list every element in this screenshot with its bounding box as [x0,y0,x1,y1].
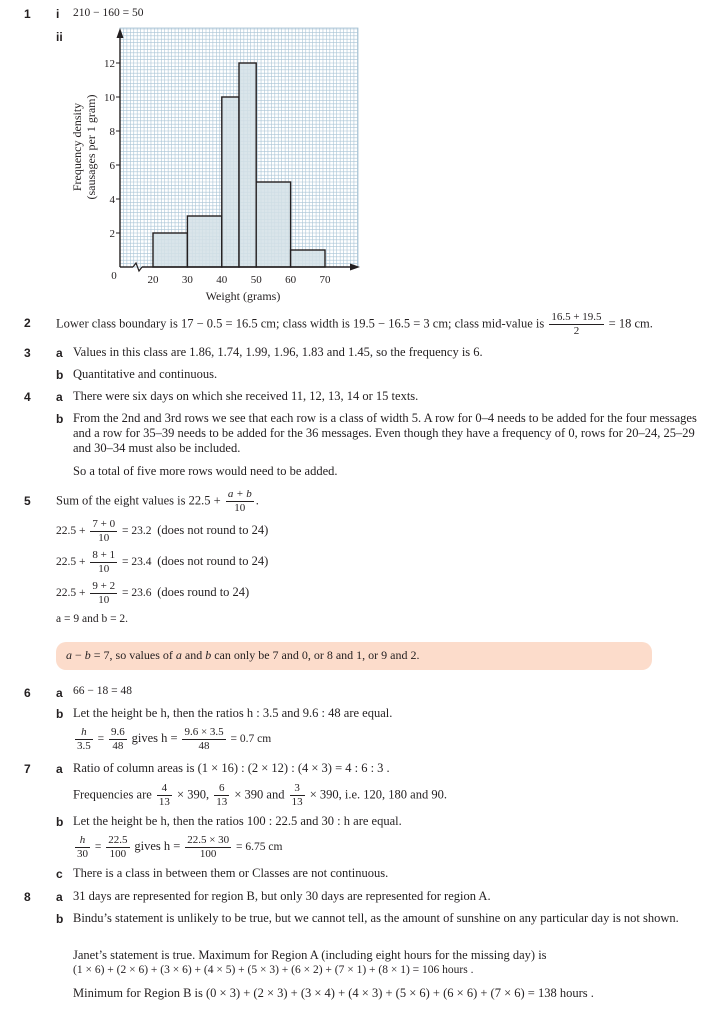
fraction: $\frac{9 + 2}{10}$ [92,580,116,606]
fraction: $\frac{22.5}{100}$ [108,834,128,860]
answer-text: Quantitative and continuous. [73,367,218,381]
part-label: a [56,762,63,776]
fraction: $\frac{a + b}{10}$ [227,488,252,514]
answer-text: Minimum for Region B is (0 × 3) + (2 × 3) + (3 × 4) + (4 × 3) + (5 × 6) + (6 × 6) + (7 × 6) = 138 hours . [73,986,594,1000]
histogram-bar [153,233,187,267]
answer-text: Let the height be h, then the ratios h : 3.5 and 9.6 : 48 are equal. [73,706,393,720]
question-number: 8 [24,890,31,904]
histogram-chart [0,0,380,310]
answer-text: Janet’s statement is true. Maximum for Region A (including eight hours for the missing day) is [73,948,547,962]
fraction: $\frac{9.6 \times 3.5}{48}$ [184,726,224,752]
calc-line: 22.5 + $\frac{8 + 1}{10}$ = 23.4 (does not round to 24) [56,549,269,575]
histogram-bar [187,216,221,267]
fraction: $\frac{4}{13}$ [158,782,170,808]
part-label: a [56,390,63,404]
svg-text:2: 2 [109,228,115,240]
answer-text: Ratio of column areas is (1 × 16) : (2 × 12) : (4 × 3) = 4 : 6 : 3 . [73,761,390,775]
histogram-bar [291,250,325,267]
hint-callout [56,642,652,670]
svg-text:30: 30 [181,274,193,286]
answer-line: Sum of the eight values is 22.5 + $\frac{a + b}{10}$ . [56,488,259,514]
svg-text:8: 8 [109,126,115,138]
part-label: a [56,686,63,700]
svg-text:40: 40 [216,274,228,286]
svg-text:6: 6 [109,160,115,172]
answer-text: So a total of five more rows would need to be added. [73,464,338,478]
svg-text:20: 20 [147,274,159,286]
answer-text: Values in this class are 1.86, 1.74, 1.99, 1.96, 1.83 and 1.45, so the frequency is 6. [73,345,483,359]
svg-text:50: 50 [250,274,262,286]
answer-text: = 18 cm. [608,316,653,331]
question-number: 6 [24,686,31,700]
question-number: 7 [24,762,31,776]
part-label: a [56,890,63,904]
part-label: b [56,815,64,829]
calc-line: Frequencies are $\frac{4}{13}$ × 390, $\frac{6}{13}$ × 390 and $\frac{3}{13}$ × 390, i.e. 120, 180 and 90. [73,782,447,808]
question-number: 3 [24,346,31,360]
part-label: b [56,368,64,382]
answer-line [56,311,653,338]
answer-text: 31 days are represented for region B, but only 30 days are represented for region A. [73,889,491,903]
x-axis-label: Weight (grams) [205,289,281,303]
question-number: 4 [24,390,31,404]
question-number: 2 [24,316,31,330]
calc-line: (1 × 6) + (2 × 6) + (3 × 6) + (4 × 5) + (5 × 3) + (6 × 2) + (7 × 1) + (8 × 1) = 106 hours . [73,964,474,976]
fraction: $\frac{3}{13}$ [291,782,303,808]
part-label: b [56,707,64,721]
fraction: $\frac{h}{30}$ [77,834,88,860]
answer-text: 210 − 160 = 50 [73,7,144,19]
part-label: c [56,867,63,881]
fraction: $\frac{7 + 0}{10}$ [92,518,116,544]
answer-text: 66 − 18 = 48 [73,685,132,697]
answer-paragraph: Bindu’s statement is unlikely to be true, but we cannot tell, as the amount of sunshine on any particular day is not shown. [73,911,679,925]
svg-text:12: 12 [104,58,115,70]
callout-text: a − b = 7, so values of a and b can only be 7 and 0, or 8 and 1, or 9 and 2. [66,648,420,662]
answer-paragraph: From the 2nd and 3rd rows we see that each row is a class of width 5. A row for 0–4 needs to be added for the four messages and a row for 35–39 needs to be added for the 36 messages. Even though they have a frequency of 0, rows for 20–24, 25–29 and 30–34 must also be included. [73,411,697,455]
fraction: $\frac{9.6}{48}$ [111,726,125,752]
svg-text:70: 70 [319,274,331,286]
origin-label: 0 [111,270,117,282]
answer-text: Sum of the eight values is 22.5 + [56,493,221,508]
fraction: $\frac{22.5 \times 30}{100}$ [187,834,230,860]
calc-line: 22.5 + $\frac{7 + 0}{10}$ = 23.2 (does not round to 24) [56,518,269,544]
question-number: 1 [24,7,31,21]
y-ticks [104,58,120,240]
answer-text: There is a class in between them or Classes are not continuous. [73,866,389,880]
x-ticks [148,274,332,286]
fraction: $\frac{16.5 + 19.5}{2}$ [551,311,602,337]
answer-text: Lower class boundary is 17 − 0.5 = 16.5 cm; class width is 19.5 − 16.5 = 3 cm; class mid-value is [56,316,545,331]
part-label: b [56,412,64,426]
answer-text: Let the height be h, then the ratios 100 : 22.5 and 30 : h are equal. [73,814,402,828]
question-number: 5 [24,494,31,508]
part-label: ii [56,30,63,44]
fraction: $\frac{h}{3.5}$ [77,726,91,752]
y-axis-label: (sausages per 1 gram) [84,94,98,200]
calc-line: $\frac{h}{30}$ = $\frac{22.5}{100}$ gives h = $\frac{22.5 \times 30}{100}$ = 6.75 cm [77,834,283,860]
fraction: $\frac{6}{13}$ [216,782,228,808]
svg-text:10: 10 [104,92,115,104]
histogram-bar [222,97,239,267]
fraction: $\frac{8 + 1}{10}$ [92,549,116,575]
answer-text: a = 9 and b = 2. [56,613,129,625]
svg-text:60: 60 [285,274,297,286]
part-label: i [56,7,60,21]
calc-line: 22.5 + $\frac{9 + 2}{10}$ = 23.6 (does round to 24) [56,580,250,606]
part-label: a [56,346,63,360]
answer-text: There were six days on which she received 11, 12, 13, 14 or 15 texts. [73,389,419,403]
histogram-bar [256,182,290,267]
part-label: b [56,912,64,926]
calc-line: $\frac{h}{3.5}$ = $\frac{9.6}{48}$ gives h = $\frac{9.6 \times 3.5}{48}$ = 0.7 cm [77,726,272,752]
y-axis-label: Frequency density [70,102,84,192]
svg-text:4: 4 [109,194,115,206]
histogram-bar [239,63,256,267]
